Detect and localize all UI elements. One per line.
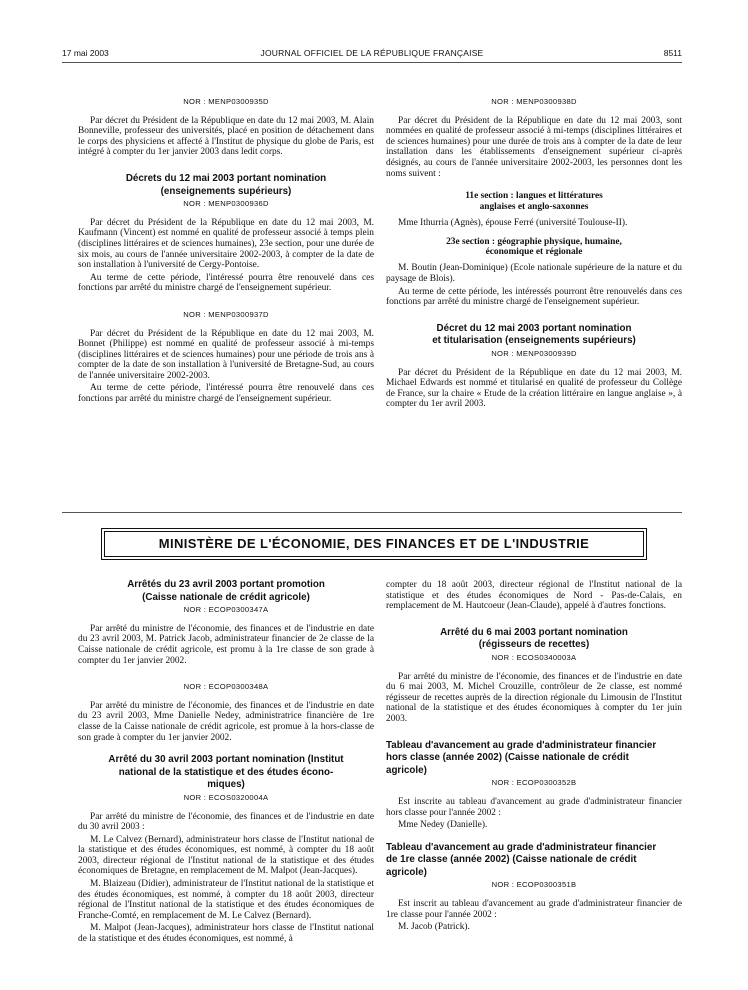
section-heading: Arrêté du 6 mai 2003 portant nomination [440,626,628,638]
section-heading: Décret du 12 mai 2003 portant nomination [436,322,632,334]
section-heading: (Caisse nationale de crédit agricole) [142,591,310,603]
nor-reference: NOR : ECOP0300351B [491,880,577,890]
header-rule [62,62,682,63]
nor-reference: NOR : ECOP0300348A [183,682,269,692]
paragraph: Par décret du Président de la République en date du 12 mai 2003, M. Bonnet (Philippe) est nommé en qualité de professeur associé à mi-temps (disciplines littéraires et de sciences humaines) pour une période de trois ans à compter de la date de son installation à l'université de Bretagne-Sud, au cours de l'année universitaire 2002-2003. [78,328,374,381]
section-title: anglaises et anglo-saxonnes [479,201,589,212]
paragraph: Mme Nedey (Danielle). [398,820,488,831]
nor-reference: NOR : ECOS0340003A [491,652,577,662]
section-title: 11e section : langues et littératures [465,191,603,202]
paragraph: compter du 18 août 2003, directeur régional de l'Institut national de la statistique et des études économiques de Nord - Pas-de-Calais, en remplacement de M. Hautcoeur (Jean-Claude), appelé à d'autres fonctions. [386,580,682,612]
paragraph: Par arrêté du ministre de l'économie, des finances et de l'industrie en date du 6 mai 2003, M. Michel Crouzille, contrôleur de 2e classe, est nommé régisseur de recettes auprès de la direction régionale du Limousin de l'Institut national de la statistique et des études économiques à compter du 1er juin 2003. [386,671,682,724]
section-title: économique et régionale [485,246,583,257]
journal-title: JOURNAL OFFICIEL DE LA RÉPUBLIQUE FRANÇAISE [260,48,484,58]
paragraph: M. Le Calvez (Bernard), administrateur hors classe de l'Institut national de la statistique et des études économiques, est nommé, à compter du 18 août 2003, directeur régional de l'Institut national de la statistique et des études économiques de Bretagne, en remplacement de M. Malpot (Jean-Jacques). [78,834,374,877]
section-heading: Décrets du 12 mai 2003 portant nomination [125,172,327,184]
paragraph: Mme Ithurria (Agnès), épouse Ferré (université Toulouse-II). [398,217,628,228]
nor-reference: NOR : MENP0300939D [491,348,577,358]
paragraph: M. Malpot (Jean-Jacques), administrateur hors classe de l'Institut national de la statistique et des études économiques, est nommé, à [78,923,374,945]
paragraph: Au terme de cette période, les intéressés pourront être renouvelés dans ces fonctions par arrêté du ministre chargé de l'enseignement supérieur. [386,286,682,308]
nor-reference: NOR : ECOP0300352B [491,778,577,788]
section-heading: de 1re classe (année 2002) (Caisse nationale de crédit [386,854,637,866]
nor-reference: NOR : MENP0300937D [183,309,269,319]
section-heading: agricole) [386,866,427,878]
section-heading: (régisseurs de recettes) [478,639,590,651]
paragraph: Par décret du Président de la République en date du 12 mai 2003, M. Alain Bonneville, professeur des universités, placé en position de détachement dans le corps des physiciens et affecté à l'Institut de physique du globe de Paris, est intégré à compter du 1er janvier 2003 dans ledit corps. [78,115,374,158]
nor-reference: NOR : MENP0300935D [183,97,269,106]
section-heading: miques) [207,779,245,791]
paragraph: M. Blaizeau (Didier), administrateur de l'Institut national de la statistique et des études économiques, est nommé, à compter du 18 août 2003, directeur régional de l'Institut national de la statistique et des études économiques de Franche-Comté, en remplacement de M. Le Calvez (Bernard). [78,879,374,921]
paragraph: Par décret du Président de la République en date du 12 mai 2003, sont nommées en qualité de professeur associé à mi-temps (disciplines littéraires et de sciences humaines) pour une durée de trois ans à compter de la date de leur installation dans les établissements d'enseignement supérieur ci-après désignés, au cours de l'année universitaire 2002-2003, les personnes dont les noms suivent : [386,115,682,179]
paragraph: M. Jacob (Patrick). [398,922,470,933]
nor-reference: NOR : ECOP0300347A [183,605,269,615]
paragraph: Par arrêté du ministre de l'économie, des finances et de l'industrie en date du 23 avril 2003, Mme Danielle Nedey, administratrice financière de 1re classe de la Caisse nationale de crédit agricole, est promue à la hors-classe de son grade à compter du 1er janvier 2002. [78,700,374,743]
page-number: 8511 [663,48,682,58]
paragraph: Au terme de cette période, l'intéressé pourra être renouvelé dans ces fonctions par arrêté du ministre chargé de l'enseignement supérieur. [78,383,374,405]
paragraph: Est inscrit au tableau d'avancement au grade d'administrateur financier de 1re classe pour l'année 2002 : [386,899,682,920]
section-heading: hors classe (année 2002) (Caisse nationale de crédit [386,752,629,764]
section-title: 23e section : géographie physique, humaine, [446,236,622,247]
paragraph: Au terme de cette période, l'intéressé pourra être renouvelé dans ces fonctions par arrêté du ministre chargé de l'enseignement supérieur. [78,272,374,294]
section-heading: Arrêtés du 23 avril 2003 portant promotion [127,579,325,590]
paragraph: Par décret du Président de la République en date du 12 mai 2003, M. Kaufmann (Vincent) est nommé en qualité de professeur associé à temps plein (disciplines littéraires et de sciences humaines), 23e section, pour une durée de six mois, au cours de l'année universitaire 2002-2003, à compter de la date de son installation à l'université de Cergy-Pontoise. [78,217,374,271]
top-right-column [386,97,682,412]
section-heading: et titularisation (enseignements supérieurs) [432,335,636,347]
section-heading: (enseignements supérieurs) [160,185,292,197]
section-heading: Arrêté du 30 avril 2003 portant nomination (Institut [108,754,344,766]
top-left-column [78,97,374,407]
nor-reference: NOR : ECOS0320004A [183,792,269,802]
section-heading: Tableau d'avancement au grade d'administrateur financier [386,739,657,751]
paragraph: Par arrêté du ministre de l'économie, des finances et de l'industrie en date du 30 avril 2003 : [78,811,374,833]
divider-rule [62,512,682,513]
paragraph: Est inscrite au tableau d'avancement au grade d'administrateur financier hors classe pour l'année 2002 : [386,796,682,818]
section-heading: Tableau d'avancement au grade d'administrateur financier [386,841,657,853]
nor-reference: NOR : MENP0300936D [183,199,269,209]
paragraph: Par décret du Président de la République en date du 12 mai 2003, M. Michael Edwards est nommé et titularisé en qualité de professeur du Collège de France, sur la chaire « Etude de la création littéraire en langue anglaise », à compter du 1er avril 2003. [386,367,682,410]
paragraph: Par arrêté du ministre de l'économie, des finances et de l'industrie en date du 23 avril 2003, M. Patrick Jacob, administrateur financier de 2e classe de la Caisse nationale de crédit agricole, est promu à la 1re classe de son grade à compter du 1er janvier 2002. [78,623,374,666]
issue-date: 17 mai 2003 [62,48,109,58]
bottom-right-column [386,580,682,935]
section-heading: national de la statistique et des études écono- [118,766,334,778]
paragraph: M. Boutin (Jean-Dominique) (Ecole nationale supérieure de la nature et du paysage de Blois). [386,263,682,284]
section-heading: agricole) [386,764,427,776]
nor-reference: NOR : MENP0300938D [491,97,577,106]
ministry-banner: MINISTÈRE DE L'ÉCONOMIE, DES FINANCES ET DE L'INDUSTRIE [104,531,644,557]
bottom-left-column [78,580,374,947]
page-header [62,48,682,62]
